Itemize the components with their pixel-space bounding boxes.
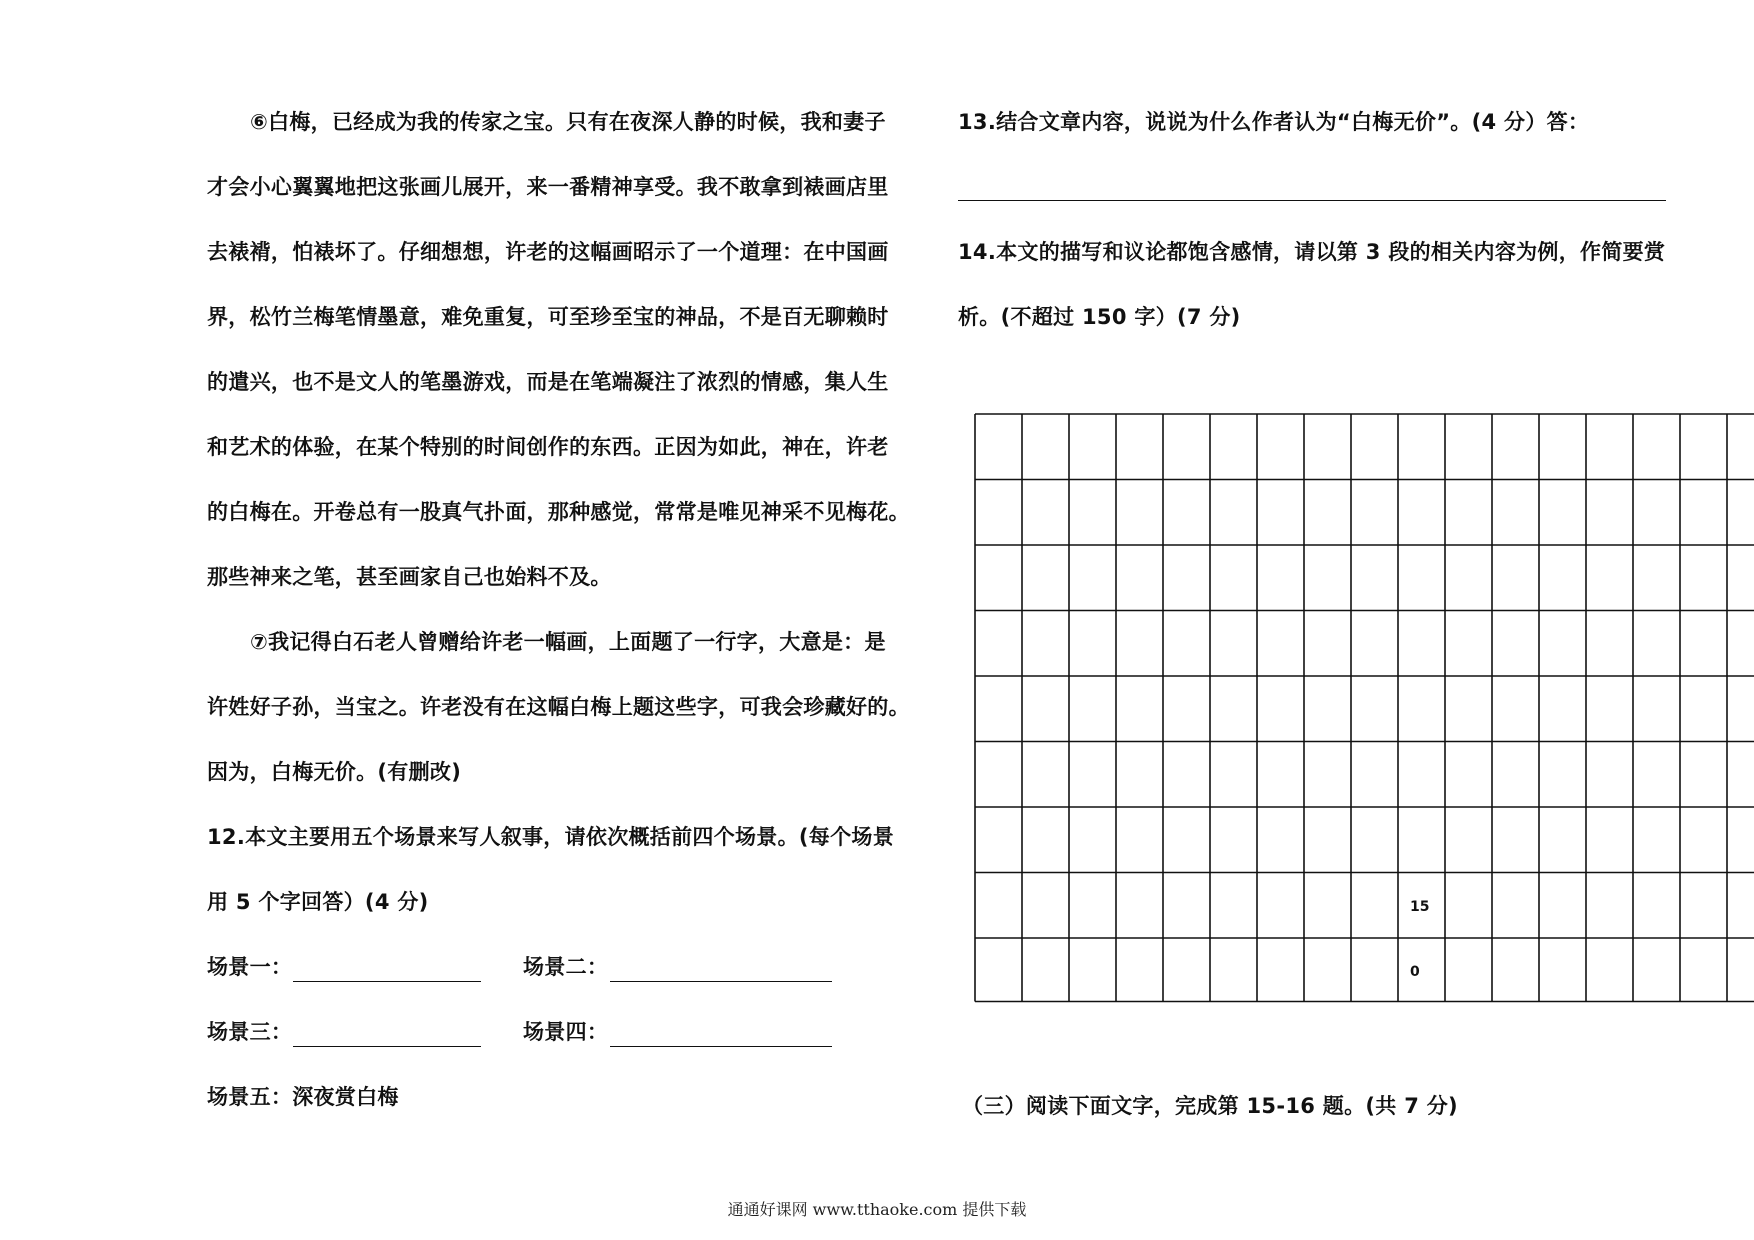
- scene-1-answer-blank[interactable]: [293, 981, 481, 982]
- para6-line-2: 才会小心翼翼地把这张画儿展开，来一番精神享受。我不敢拿到裱画店里: [207, 175, 889, 199]
- question-14-line-1: 14.本文的描写和议论都饱含感情，请以第 3 段的相关内容为例，作简要赏: [958, 240, 1666, 264]
- scene-4-label: 场景四：: [523, 1020, 609, 1044]
- question-12-line-1: 12.本文主要用五个场景来写人叙事，请依次概括前四个场景。(每个场景: [207, 825, 894, 849]
- question-14-line-2: 析。(不超过 150 字）(7 分): [958, 305, 1241, 329]
- scene-3-label: 场景三：: [207, 1020, 293, 1044]
- para6-line-4: 界，松竹兰梅笔情墨意，难免重复，可至珍至宝的神品，不是百无聊赖时: [207, 305, 889, 329]
- para6-line-3: 去裱褙，怕裱坏了。仔细想想，许老的这幅画昭示了一个道理：在中国画: [207, 240, 889, 264]
- para6-line-6: 和艺术的体验，在某个特别的时间创作的东西。正因为如此，神在，许老: [207, 435, 889, 459]
- grid-count-marker-top: 15: [1410, 899, 1430, 915]
- para6-line-5: 的遣兴，也不是文人的笔墨游戏，而是在笔端凝注了浓烈的情感，集人生: [207, 370, 889, 394]
- question-13-answer-line[interactable]: [958, 200, 1666, 201]
- scene-2-answer-blank[interactable]: [610, 981, 832, 982]
- question-12-line-2: 用 5 个字回答）(4 分): [207, 890, 429, 914]
- scene-5-label: 场景五：深夜赏白梅: [207, 1085, 399, 1109]
- answer-grid-lines: [974, 413, 1754, 1007]
- question-13: 13.结合文章内容，说说为什么作者认为“白梅无价”。(4 分）答：: [958, 110, 1590, 134]
- scene-1-label: 场景一：: [207, 955, 293, 979]
- para6-line-1: ⑥白梅，已经成为我的传家之宝。只有在夜深人静的时候，我和妻子: [250, 110, 886, 134]
- para6-line-8: 那些神来之笔，甚至画家自己也始料不及。: [207, 565, 612, 589]
- answer-grid[interactable]: [974, 413, 1754, 1007]
- grid-count-marker-bottom: 0: [1410, 964, 1420, 980]
- footer-source: 通通好课网 www.tthaoke.com 提供下载: [727, 1200, 1027, 1219]
- para7-line-2: 许姓好子孙，当宝之。许老没有在这幅白梅上题这些字，可我会珍藏好的。: [207, 695, 910, 719]
- para6-line-7: 的白梅在。开卷总有一股真气扑面，那种感觉，常常是唯见神采不见梅花。: [207, 500, 910, 524]
- scene-2-label: 场景二：: [523, 955, 609, 979]
- scene-3-answer-blank[interactable]: [293, 1046, 481, 1047]
- para7-line-3: 因为，白梅无价。(有删改): [207, 760, 462, 784]
- scene-4-answer-blank[interactable]: [610, 1046, 832, 1047]
- para7-line-1: ⑦我记得白石老人曾赠给许老一幅画，上面题了一行字，大意是：是: [250, 630, 886, 654]
- section-3-heading: （三）阅读下面文字，完成第 15-16 题。(共 7 分): [962, 1094, 1458, 1118]
